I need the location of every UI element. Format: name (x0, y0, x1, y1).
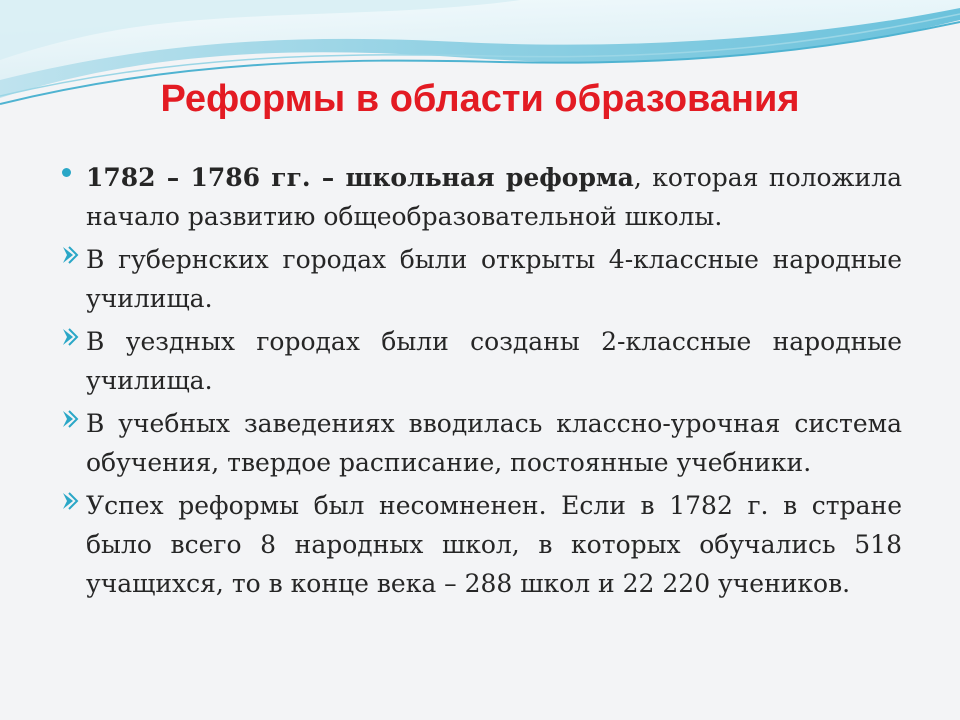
item-bold-text: 1782 – 1786 гг. – школьная реформа (86, 163, 634, 192)
arrow-bullet-icon (60, 491, 80, 511)
item-text: В уездных городах были созданы 2-классные народные училища. (86, 327, 902, 395)
item-text: В губернских городах были открыты 4-классные народные училища. (86, 245, 902, 313)
list-item (60, 240, 902, 318)
bullet-list (60, 158, 902, 607)
list-item (60, 486, 902, 603)
arrow-bullet-icon (60, 327, 80, 347)
list-item (60, 404, 902, 482)
bullet-dot-icon (62, 168, 71, 177)
item-text: , которая положила начало развитию общеобразовательной школы. (86, 163, 902, 231)
item-text: В учебных заведениях вводилась классно-урочная система обучения, твердое расписание, постоянные учебники. (86, 409, 902, 477)
arrow-bullet-icon (60, 245, 80, 265)
list-item (60, 158, 902, 236)
item-text: Успех реформы был несомненен. Если в 1782 г. в стране было всего 8 народных школ, в которых обучались 518 учащихся, то в конце века – 288 школ и 22 220 учеников. (86, 491, 902, 598)
slide-title: Реформы в области образования (160, 78, 800, 120)
list-item (60, 322, 902, 400)
arrow-bullet-icon (60, 409, 80, 429)
